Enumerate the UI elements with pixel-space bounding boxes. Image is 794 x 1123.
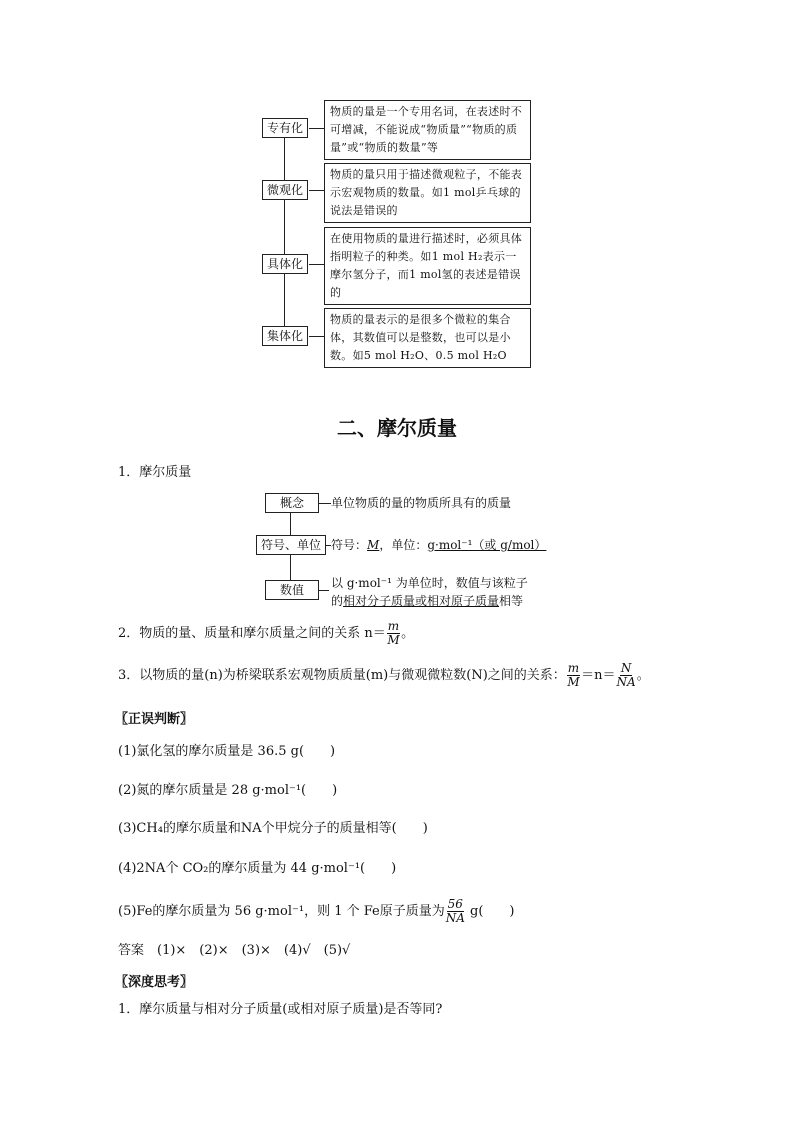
value-text-line2: 的相对分子质量或相对原子质量相等 [331, 594, 524, 608]
judge-title: 〖正误判断〗 [115, 712, 194, 727]
label-specialized: 专有化 [262, 118, 308, 138]
desc-specialized: 物质的量是一个专用名词，在表述时不可增减，不能说成“物质量”“物质的质量”或“物质的数量”等 [324, 100, 531, 160]
judge-item-5: (5)Fe的摩尔质量为 56 g·mol⁻¹，则 1 个 Fe原子质量为 $\frac{56}{NA}$ g( ) [118, 897, 515, 925]
label-value: 数值 [265, 580, 319, 600]
think-question-1: 1．摩尔质量与相对分子质量(或相对原子质量)是否等同? [118, 1002, 443, 1017]
label-concrete: 具体化 [262, 254, 308, 274]
label-symbol-unit: 符号、单位 [256, 535, 326, 555]
value-text-line1: 以 g·mol⁻¹ 为单位时，数值与该粒子 [331, 576, 528, 590]
concept-text: 单位物质的量的物质所具有的质量 [331, 496, 512, 510]
label-concept: 概念 [265, 493, 319, 513]
desc-concrete: 在使用物质的量进行描述时，必须具体指明粒子的种类。如1 mol H₂表示一摩尔氢分子，而1 mol氢的表述是错误的 [324, 227, 531, 305]
symbol-unit-text: 符号：M，单位：g·mol⁻¹（或 g/mol） [331, 538, 547, 552]
label-collective: 集体化 [262, 326, 308, 346]
desc-microscopic: 物质的量只用于描述微观粒子，不能表示宏观物质的数量。如1 mol乒乓球的说法是错误的 [324, 163, 531, 223]
desc-collective: 物质的量表示的是很多个微粒的集合体，其数值可以是整数，也可以是小数。如5 mol H₂O、0.5 mol H₂O [324, 308, 531, 368]
judge-item-4: (4)2NA个 CO₂的摩尔质量为 44 g·mol⁻¹( ) [118, 861, 397, 876]
item2: 2．物质的量、质量和摩尔质量之间的关系 n＝ $\frac{m}{M}$ 。 [118, 619, 415, 647]
item3: 3．以物质的量(n)为桥梁联系宏观物质质量(m)与微观微粒数(N)之间的关系： $\frac{m}{M}$ ＝n＝ $\frac{N}{NA}$ 。 [118, 661, 650, 689]
judge-item-3: (3)CH₄的摩尔质量和NA个甲烷分子的质量相等( ) [118, 821, 428, 836]
judge-item-2: (2)氮的摩尔质量是 28 g·mol⁻¹( ) [118, 783, 338, 798]
item1-title: 1．摩尔质量 [118, 465, 192, 480]
answer: 答案 (1)× (2)× (3)× (4)√ (5)√ [118, 943, 351, 958]
label-microscopic: 微观化 [262, 180, 308, 200]
section-title: 二、摩尔质量 [337, 416, 457, 440]
judge-item-1: (1)氯化氢的摩尔质量是 36.5 g( ) [118, 744, 336, 759]
think-title: 〖深度思考〗 [115, 975, 194, 990]
